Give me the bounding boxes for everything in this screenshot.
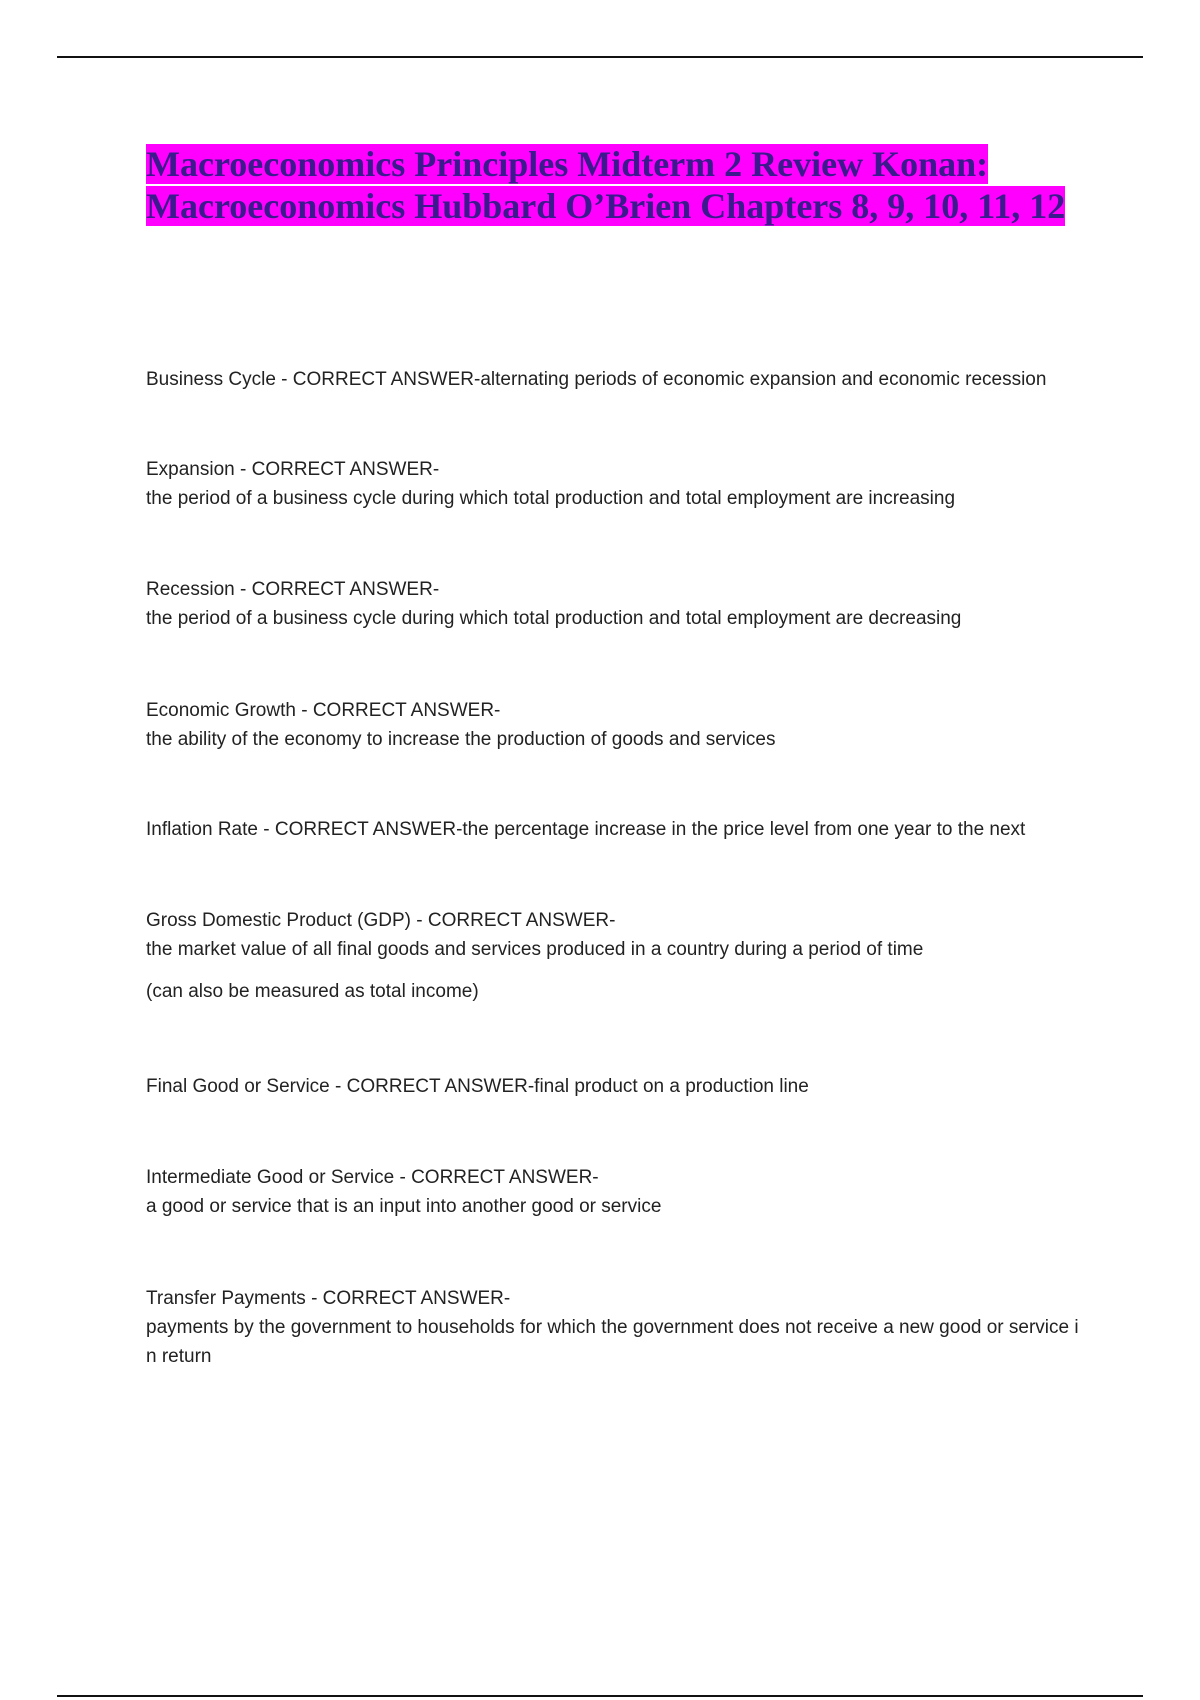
entry-gdp bbox=[146, 906, 923, 1006]
entry-term-line: Intermediate Good or Service - CORRECT ANSWER- bbox=[146, 1167, 599, 1188]
document-title bbox=[146, 143, 1076, 227]
entry-intermediate-good bbox=[146, 1163, 661, 1221]
entry-term-line: Business Cycle - CORRECT ANSWER-alternating periods of economic expansion and economic recession bbox=[146, 369, 1047, 390]
entry-definition: the market value of all final goods and services produced in a country during a period of time bbox=[146, 939, 924, 960]
entry-definition: a good or service that is an input into another good or service bbox=[146, 1196, 662, 1217]
entry-definition: the period of a business cycle during which total production and total employment are decreasing bbox=[146, 608, 962, 629]
entry-definition: the period of a business cycle during which total production and total employment are increasing bbox=[146, 488, 956, 509]
entry-term-line: Economic Growth - CORRECT ANSWER- bbox=[146, 700, 501, 721]
entry-economic-growth bbox=[146, 696, 776, 754]
entry-final-good bbox=[146, 1072, 809, 1101]
entry-term-line: Final Good or Service - CORRECT ANSWER-final product on a production line bbox=[146, 1076, 809, 1097]
bottom-rule bbox=[57, 1695, 1143, 1697]
title-highlight: Macroeconomics Principles Midterm 2 Review Konan: Macroeconomics Hubbard O’Brien Chapters 8, 9, 10, 11, 12 bbox=[146, 144, 1066, 226]
entry-note: (can also be measured as total income) bbox=[146, 981, 479, 1002]
entry-expansion bbox=[146, 455, 955, 513]
entry-term-line: Transfer Payments - CORRECT ANSWER- bbox=[146, 1288, 511, 1309]
entry-term-line: Recession - CORRECT ANSWER- bbox=[146, 579, 440, 600]
entry-recession bbox=[146, 575, 961, 633]
entry-term-line: Inflation Rate - CORRECT ANSWER-the percentage increase in the price level from one year to the next bbox=[146, 819, 1026, 840]
entry-inflation-rate bbox=[146, 815, 1025, 844]
entry-transfer-payments bbox=[146, 1284, 1081, 1371]
entry-term-line: Expansion - CORRECT ANSWER- bbox=[146, 459, 440, 480]
entry-definition: payments by the government to households for which the government does not receive a new good or service in return bbox=[146, 1317, 1079, 1367]
entry-term-line: Gross Domestic Product (GDP) - CORRECT ANSWER- bbox=[146, 910, 616, 931]
entry-business-cycle bbox=[146, 365, 1046, 394]
top-rule bbox=[57, 56, 1143, 58]
entry-definition: the ability of the economy to increase the production of goods and services bbox=[146, 729, 776, 750]
